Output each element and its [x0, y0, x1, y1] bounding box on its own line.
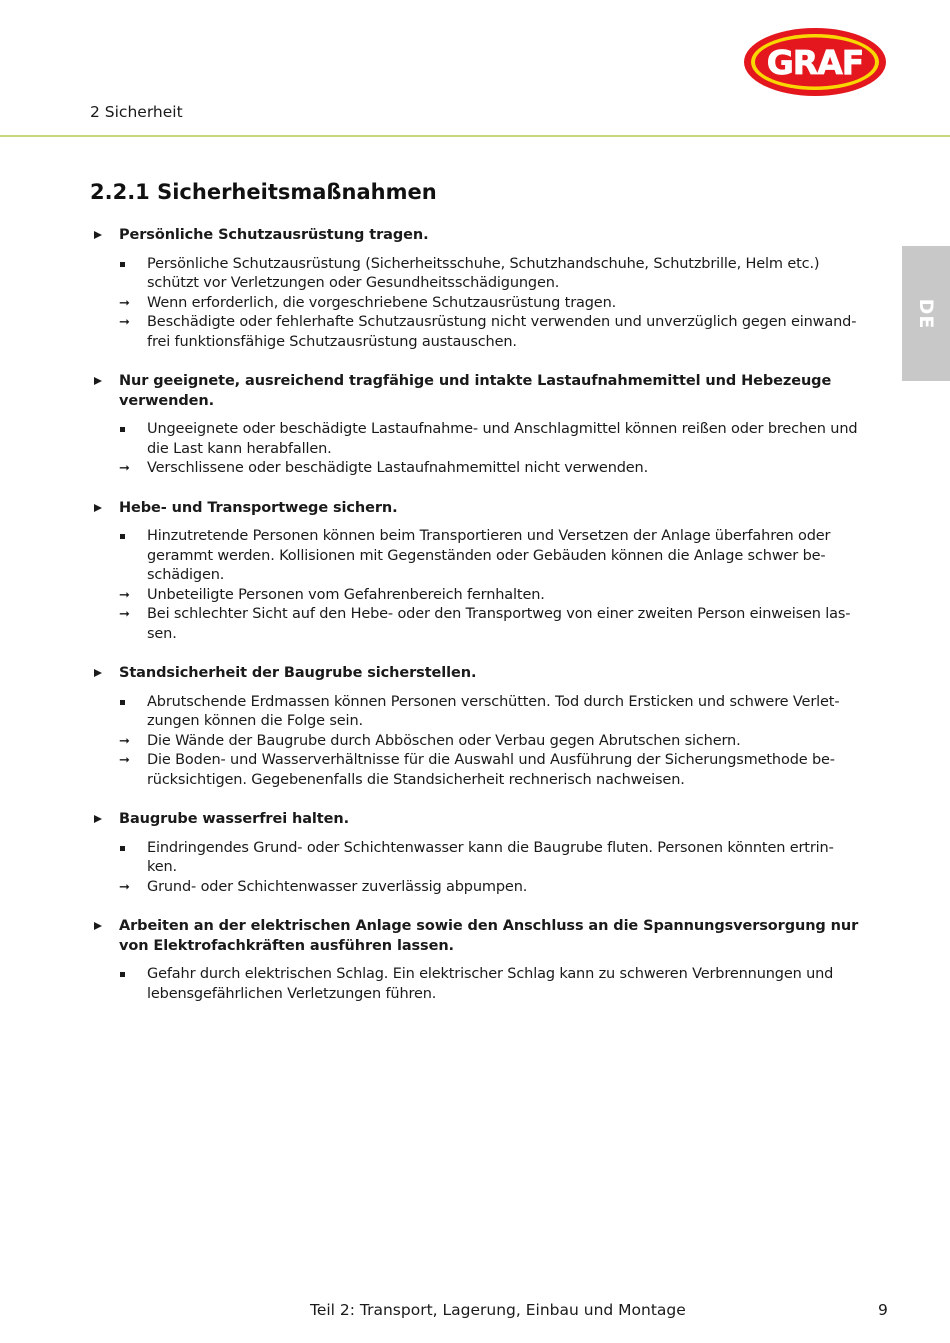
item-line: schützt vor Verletzungen oder Gesundheitsschädigungen.: [147, 275, 560, 291]
square-bullet-icon: [120, 262, 125, 267]
item-line: Abrutschende Erdmassen können Personen verschütten. Tod durch Ersticken und schwere Verlet-: [147, 693, 840, 710]
measure-title-text: Arbeiten an der elektrischen Anlage sowie den Anschluss an die Spannungsversorgung nur von Elektrofachkräften ausführen lassen.: [119, 918, 859, 954]
hazard-info-item: [90, 255, 890, 294]
language-tab: [902, 246, 950, 381]
action-step-item: [90, 751, 890, 790]
measure-title: [90, 810, 890, 830]
action-step-item: [90, 294, 890, 314]
triangle-bullet-icon: [94, 504, 102, 512]
square-bullet-icon: [120, 700, 125, 705]
page-number: 9: [878, 1301, 888, 1319]
item-line: Hinzutretende Personen können beim Transportieren und Versetzen der Anlage überfahren oder: [147, 528, 831, 544]
action-step-item: [90, 732, 890, 752]
triangle-bullet-icon: [94, 922, 102, 930]
measure-section: [90, 226, 890, 352]
square-bullet-icon: [120, 534, 125, 539]
measure-title-text: Hebe- und Transportwege sichern.: [119, 499, 398, 516]
item-line: schädigen.: [147, 567, 225, 583]
action-step-item: [90, 605, 890, 644]
arrow-right-icon: ➞: [119, 879, 130, 895]
measure-section: [90, 664, 890, 790]
triangle-bullet-icon: [94, 231, 102, 239]
square-bullet-icon: [120, 427, 125, 432]
measure-title-text: Persönliche Schutzausrüstung tragen.: [119, 227, 429, 243]
logo-text: GRAF: [766, 43, 864, 82]
footer-title: Teil 2: Transport, Lagerung, Einbau und Montage: [310, 1301, 686, 1319]
item-line: Ungeeignete oder beschädigte Lastaufnahme- und Anschlagmittel können reißen oder brechen und: [147, 421, 858, 437]
hazard-info-item: [90, 527, 890, 586]
item-line: rücksichtigen. Gegebenenfalls die Standsicherheit rechnerisch nachweisen.: [147, 771, 685, 788]
item-line: gerammt werden. Kollisionen mit Gegenständen oder Gebäuden können die Anlage schwer be-: [147, 547, 826, 564]
item-line: ken.: [147, 859, 178, 875]
item-line: Gefahr durch elektrischen Schlag. Ein elektrischer Schlag kann zu schweren Verbrennungen und: [147, 966, 834, 982]
measure-title: [90, 226, 890, 246]
arrow-right-icon: ➞: [119, 295, 130, 311]
measure-title-text: Nur geeignete, ausreichend tragfähige und intakte Lastaufnahmemittel und Hebezeuge verwenden.: [119, 373, 832, 409]
measure-section: [90, 917, 890, 1004]
hazard-info-item: [90, 420, 890, 459]
measure-title: [90, 917, 890, 956]
hazard-info-item: [90, 693, 890, 732]
arrow-right-icon: ➞: [119, 607, 130, 622]
triangle-bullet-icon: [94, 815, 102, 823]
measure-section: [90, 372, 890, 479]
item-line: sen.: [147, 625, 177, 642]
item-line: Wenn erforderlich, die vorgeschriebene Schutzausrüstung tragen.: [147, 294, 617, 311]
language-tab-label: DE: [915, 298, 937, 329]
action-step-item: [90, 459, 890, 479]
item-line: Unbeteiligte Personen vom Gefahrenbereich fernhalten.: [147, 586, 545, 603]
item-line: frei funktionsfähige Schutzausrüstung austauschen.: [147, 333, 517, 350]
triangle-bullet-icon: [94, 377, 102, 385]
section-heading: 2.2.1 Sicherheitsmaßnahmen: [90, 180, 437, 204]
measure-section: [90, 499, 890, 645]
item-line: Beschädigte oder fehlerhafte Schutzausrüstung nicht verwenden und unverzüglich gegen einwand-: [147, 314, 857, 330]
item-line: Bei schlechter Sicht auf den Hebe- oder den Transportweg von einer zweiten Person einweisen las-: [147, 606, 851, 622]
item-line: Eindringendes Grund- oder Schichtenwasser kann die Baugrube fluten. Personen könnten ertrin-: [147, 839, 834, 856]
action-step-item: [90, 878, 890, 898]
item-line: Die Boden- und Wasserverhältnisse für die Auswahl und Ausführung der Sicherungsmethode be-: [147, 752, 835, 768]
item-line: lebensgefährlichen Verletzungen führen.: [147, 985, 437, 1002]
measure-title: [90, 664, 890, 684]
arrow-right-icon: ➞: [119, 587, 130, 603]
arrow-right-icon: ➞: [119, 315, 130, 330]
action-step-item: [90, 313, 890, 352]
hazard-info-item: [90, 839, 890, 878]
measure-title: [90, 372, 890, 411]
item-line: die Last kann herabfallen.: [147, 440, 332, 457]
measure-section: [90, 810, 890, 897]
chapter-label: 2 Sicherheit: [90, 103, 183, 121]
measure-title-text: Standsicherheit der Baugrube sicherstellen.: [119, 665, 477, 681]
square-bullet-icon: [120, 972, 125, 977]
arrow-right-icon: ➞: [119, 733, 130, 749]
square-bullet-icon: [120, 846, 125, 851]
measure-title: [90, 499, 890, 519]
safety-measures-list: [90, 226, 890, 1024]
header-rule: [0, 135, 950, 137]
item-line: Verschlissene oder beschädigte Lastaufnahmemittel nicht verwenden.: [147, 460, 649, 476]
item-line: Die Wände der Baugrube durch Abböschen oder Verbau gegen Abrutschen sichern.: [147, 732, 741, 749]
arrow-right-icon: ➞: [119, 461, 130, 476]
triangle-bullet-icon: [94, 669, 102, 677]
action-step-item: [90, 586, 890, 606]
graf-logo: [743, 27, 887, 97]
item-line: Grund- oder Schichtenwasser zuverlässig abpumpen.: [147, 878, 528, 895]
item-line: Persönliche Schutzausrüstung (Sicherheitsschuhe, Schutzhandschuhe, Schutzbrille, Helm etc.): [147, 255, 820, 272]
hazard-info-item: [90, 965, 890, 1004]
measure-title-text: Baugrube wasserfrei halten.: [119, 811, 349, 827]
item-line: zungen können die Folge sein.: [147, 713, 363, 729]
arrow-right-icon: ➞: [119, 753, 130, 768]
